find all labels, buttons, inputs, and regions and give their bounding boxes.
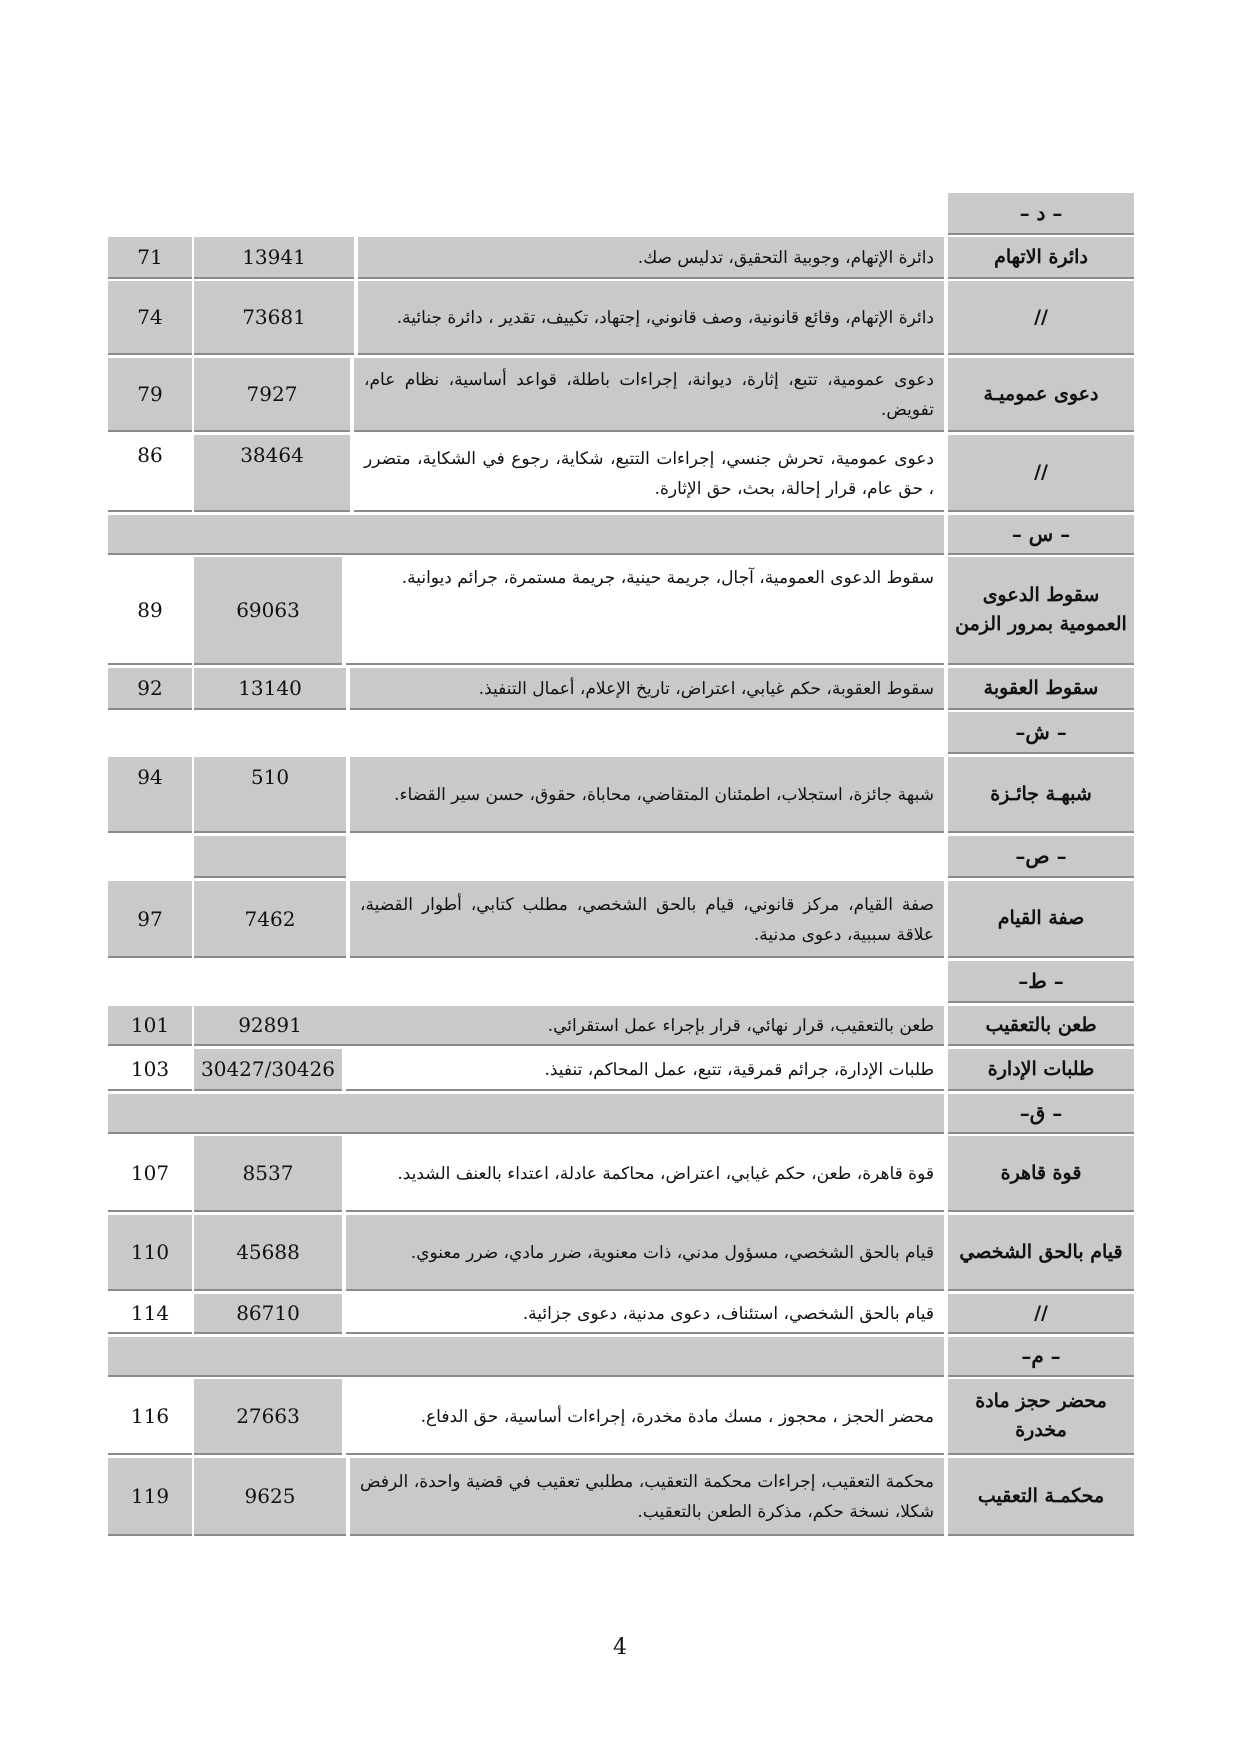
term-cell: // <box>948 435 1134 512</box>
term-cell: طعن بالتعقيب <box>948 1006 1134 1046</box>
page-number: 4 <box>613 1635 627 1660</box>
section-header-shin <box>0 712 1240 754</box>
decision-number-cell: 510 <box>194 757 346 833</box>
table-row <box>0 1215 1240 1291</box>
term-cell: قوة قاهرة <box>948 1136 1134 1212</box>
term-cell: محضر حجز مادة مخدرة <box>948 1379 1134 1455</box>
term-cell: محكمـة التعقيب <box>948 1458 1134 1536</box>
section-letter: – ق– <box>948 1094 1134 1134</box>
table-row <box>0 435 1240 512</box>
page-number-cell: 103 <box>108 1049 192 1091</box>
description-cell: دائرة الإتهام، وقائع قانونية، وصف قانوني، إجتهاد، تكييف، تقدير ، دائرة جنائية. <box>358 281 944 355</box>
term-cell: دائرة الاتهام <box>948 237 1134 279</box>
page-number-cell: 110 <box>108 1215 192 1291</box>
term-cell: دعوى عموميـة <box>948 358 1134 432</box>
section-header-mim <box>0 1337 1240 1377</box>
decision-number-cell: 8537 <box>194 1136 342 1212</box>
decision-number-cell: 9625 <box>194 1458 346 1536</box>
page-number-cell: 116 <box>108 1379 192 1455</box>
table-row <box>0 557 1240 665</box>
section-header-ta <box>0 961 1240 1003</box>
description-cell: محضر الحجز ، محجوز ، مسك مادة مخدرة، إجراءات أساسية، حق الدفاع. <box>346 1379 944 1455</box>
section-letter: – ط– <box>948 961 1134 1003</box>
decision-number-cell: 69063 <box>194 557 342 665</box>
table-row <box>0 237 1240 279</box>
description-cell: طلبات الإدارة، جرائم قمرقية، تتبع، عمل المحاكم، تنفيذ. <box>346 1049 944 1091</box>
page-number-cell: 79 <box>108 358 192 432</box>
section-letter: – ص– <box>948 836 1134 878</box>
decision-number-cell: 38464 <box>194 435 350 512</box>
table-row <box>0 668 1240 710</box>
table-row <box>0 881 1240 958</box>
term-cell: طلبات الإدارة <box>948 1049 1134 1091</box>
section-letter: – س – <box>948 515 1134 555</box>
decision-number-cell: 86710 <box>194 1294 342 1334</box>
section-band <box>108 515 944 555</box>
page-number-cell: 71 <box>108 237 192 279</box>
section-header-sin <box>0 515 1240 555</box>
section-band <box>194 836 346 878</box>
description-cell: سقوط العقوبة، حكم غيابي، اعتراض، تاريخ الإعلام، أعمال التنفيذ. <box>350 668 944 710</box>
table-row <box>0 281 1240 355</box>
section-letter: – م– <box>948 1337 1134 1377</box>
section-header-qaf <box>0 1094 1240 1134</box>
page-number-cell: 89 <box>108 557 192 665</box>
description-cell: قيام بالحق الشخصي، استئناف، دعوى مدنية، دعوى جزائية. <box>346 1294 944 1334</box>
term-cell: سقوط العقوبة <box>948 668 1134 710</box>
description-cell: شبهة جائزة، استجلاب، اطمئنان المتقاضي، محاباة، حقوق، حسن سير القضاء. <box>350 757 944 833</box>
table-row <box>0 358 1240 432</box>
table-row <box>0 1006 1240 1046</box>
decision-number-cell: 45688 <box>194 1215 342 1291</box>
decision-number-cell: 7462 <box>194 881 346 958</box>
page-number-cell: 92 <box>108 668 192 710</box>
decision-number-cell: 30427/30426 <box>194 1049 342 1091</box>
description-cell: سقوط الدعوى العمومية، آجال، جريمة حينية، جريمة مستمرة، جرائم ديوانية. <box>346 557 944 665</box>
section-header-dal <box>0 193 1240 235</box>
page-number-cell: 86 <box>108 435 192 512</box>
table-row <box>0 1294 1240 1334</box>
page-number-cell: 97 <box>108 881 192 958</box>
section-header-sad <box>0 836 1240 878</box>
description-cell: دعوى عمومية، تحرش جنسي، إجراءات التتبع، شكاية، رجوع في الشكاية، متضرر ، حق عام، قرار إحالة، بحث، حق الإثارة. <box>354 435 944 512</box>
table-row <box>0 1458 1240 1536</box>
term-cell: قيام بالحق الشخصي <box>948 1215 1134 1291</box>
term-cell: صفة القيام <box>948 881 1134 958</box>
decision-number-cell: 13140 <box>194 668 346 710</box>
decision-number-cell: 13941 <box>194 237 354 279</box>
description-cell: دعوى عمومية، تتبع، إثارة، ديوانة، إجراءات باطلة، قواعد أساسية، نظام عام، تفويض. <box>354 358 944 432</box>
table-row <box>0 757 1240 833</box>
page-number-cell: 101 <box>108 1006 192 1046</box>
page-number-cell: 74 <box>108 281 192 355</box>
table-row <box>0 1049 1240 1091</box>
description-cell: صفة القيام، مركز قانوني، قيام بالحق الشخصي، مطلب كتابي، أطوار القضية، علاقة سببية، دعوى مدنية. <box>350 881 944 958</box>
page-number-cell: 107 <box>108 1136 192 1212</box>
decision-number-cell: 73681 <box>194 281 354 355</box>
description-cell: محكمة التعقيب، إجراءات محكمة التعقيب، مطلبي تعقيب في قضية واحدة، الرفض شكلا، نسخة حكم، مذكرة الطعن بالتعقيب. <box>350 1458 944 1536</box>
section-letter: – د – <box>948 193 1134 235</box>
decision-number-cell: 7927 <box>194 358 350 432</box>
term-cell: سقوط الدعوى العمومية بمرور الزمن <box>948 557 1134 665</box>
section-band <box>108 1337 944 1377</box>
term-cell: // <box>948 281 1134 355</box>
description-cell: قيام بالحق الشخصي، مسؤول مدني، ذات معنوية، ضرر مادي، ضرر معنوي. <box>346 1215 944 1291</box>
page-number-cell: 119 <box>108 1458 192 1536</box>
decision-number-cell: 92891 <box>194 1006 346 1046</box>
section-band <box>108 1094 944 1134</box>
page-number-cell: 94 <box>108 757 192 833</box>
term-cell: // <box>948 1294 1134 1334</box>
decision-number-cell: 27663 <box>194 1379 342 1455</box>
table-row <box>0 1136 1240 1212</box>
page-number-cell: 114 <box>108 1294 192 1334</box>
description-cell: قوة قاهرة، طعن، حكم غيابي، اعتراض، محاكمة عادلة، اعتداء بالعنف الشديد. <box>346 1136 944 1212</box>
term-cell: شبهـة جائـزة <box>948 757 1134 833</box>
description-cell: طعن بالتعقيب، قرار نهائي، قرار بإجراء عمل استقرائي. <box>194 1006 944 1046</box>
section-letter: – ش– <box>948 712 1134 754</box>
description-cell: دائرة الإتهام، وجوبية التحقيق، تدليس صك. <box>358 237 944 279</box>
table-row <box>0 1379 1240 1455</box>
